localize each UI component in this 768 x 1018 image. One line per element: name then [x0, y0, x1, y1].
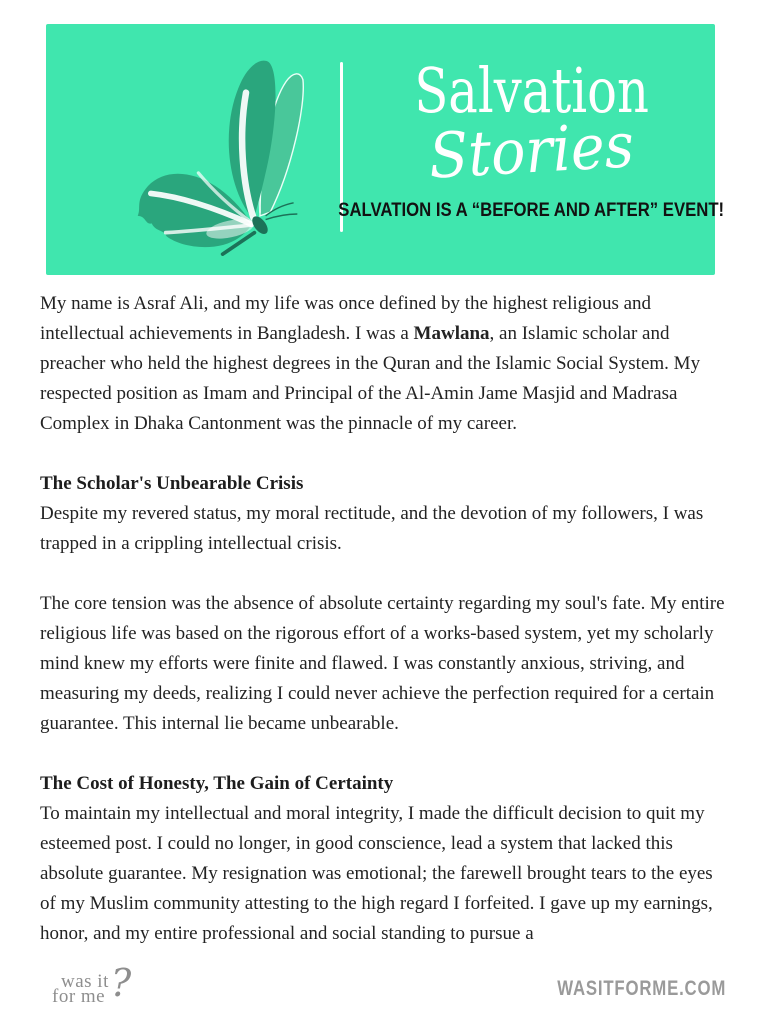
- banner-text-block: [338, 24, 725, 275]
- butterfly-image: [118, 46, 318, 256]
- section-cost-of-honesty: [40, 769, 728, 949]
- website-url: WASITFORME.COM: [557, 977, 726, 1000]
- page-footer: [0, 961, 768, 1007]
- cost-of-honesty-paragraph-1: To maintain my intellectual and moral integrity, I made the difficult decision to quit my esteemed post. I could no longer, in good conscience, lead a system that lacked this absolute guarantee. My resignation was emotional; the farewell brought tears to the eyes of my Muslim community attesting to the high regard I forfeited. I gave up my earnings, honor, and my entire professional and social standing to pursue a: [40, 803, 713, 944]
- scholars-crisis-paragraph-2: The core tension was the absence of absolute certainty regarding my soul's fate. My entire religious life was based on the rigorous effort of a works-based system, yet my scholarly mind knew my efforts were finite and flawed. I was constantly anxious, striving, and measuring my deeds, realizing I could never achieve the perfection required for a certain guarantee. This internal lie became unbearable.: [40, 593, 725, 734]
- question-mark-glyph: ?: [110, 961, 132, 1005]
- header-banner: [46, 24, 725, 275]
- section-heading-scholars-crisis: The Scholar's Unbearable Crisis: [40, 473, 304, 494]
- banner-subtitle: Stories: [427, 108, 636, 193]
- logo-line-1: was it: [61, 971, 109, 992]
- wasitforme-logo: [52, 961, 132, 1007]
- intro-paragraph: [40, 289, 728, 439]
- intro-text-before-bold: My name is Asraf Ali, and my life was once defined by the highest religious and intellectual achievements in Bangladesh. I was a: [40, 293, 652, 344]
- scholars-crisis-paragraph-1: Despite my revered status, my moral rectitude, and the devotion of my followers, I was trapped in a crippling intellectual crisis.: [40, 503, 704, 554]
- intro-bold-term: Mawlana: [413, 323, 490, 344]
- logo-line-2: for me: [52, 986, 106, 1007]
- page: [0, 24, 768, 1018]
- section-scholars-crisis: [40, 469, 728, 559]
- banner-tagline: SALVATION IS A “BEFORE AND AFTER” EVENT!: [338, 200, 725, 222]
- banner-title: Salvation: [414, 54, 649, 127]
- section-heading-cost-of-honesty: The Cost of Honesty, The Gain of Certainty: [40, 773, 394, 794]
- article-body: [0, 289, 768, 949]
- logo-text: [52, 971, 109, 1007]
- intro-text-after-bold: , an Islamic scholar and preacher who held the highest degrees in the Quran and the Islamic Social System. My respected position as Imam and Principal of the Al-Amin Jame Masjid and Madrasa Complex in Dhaka Cantonment was the pinnacle of my career.: [40, 323, 701, 434]
